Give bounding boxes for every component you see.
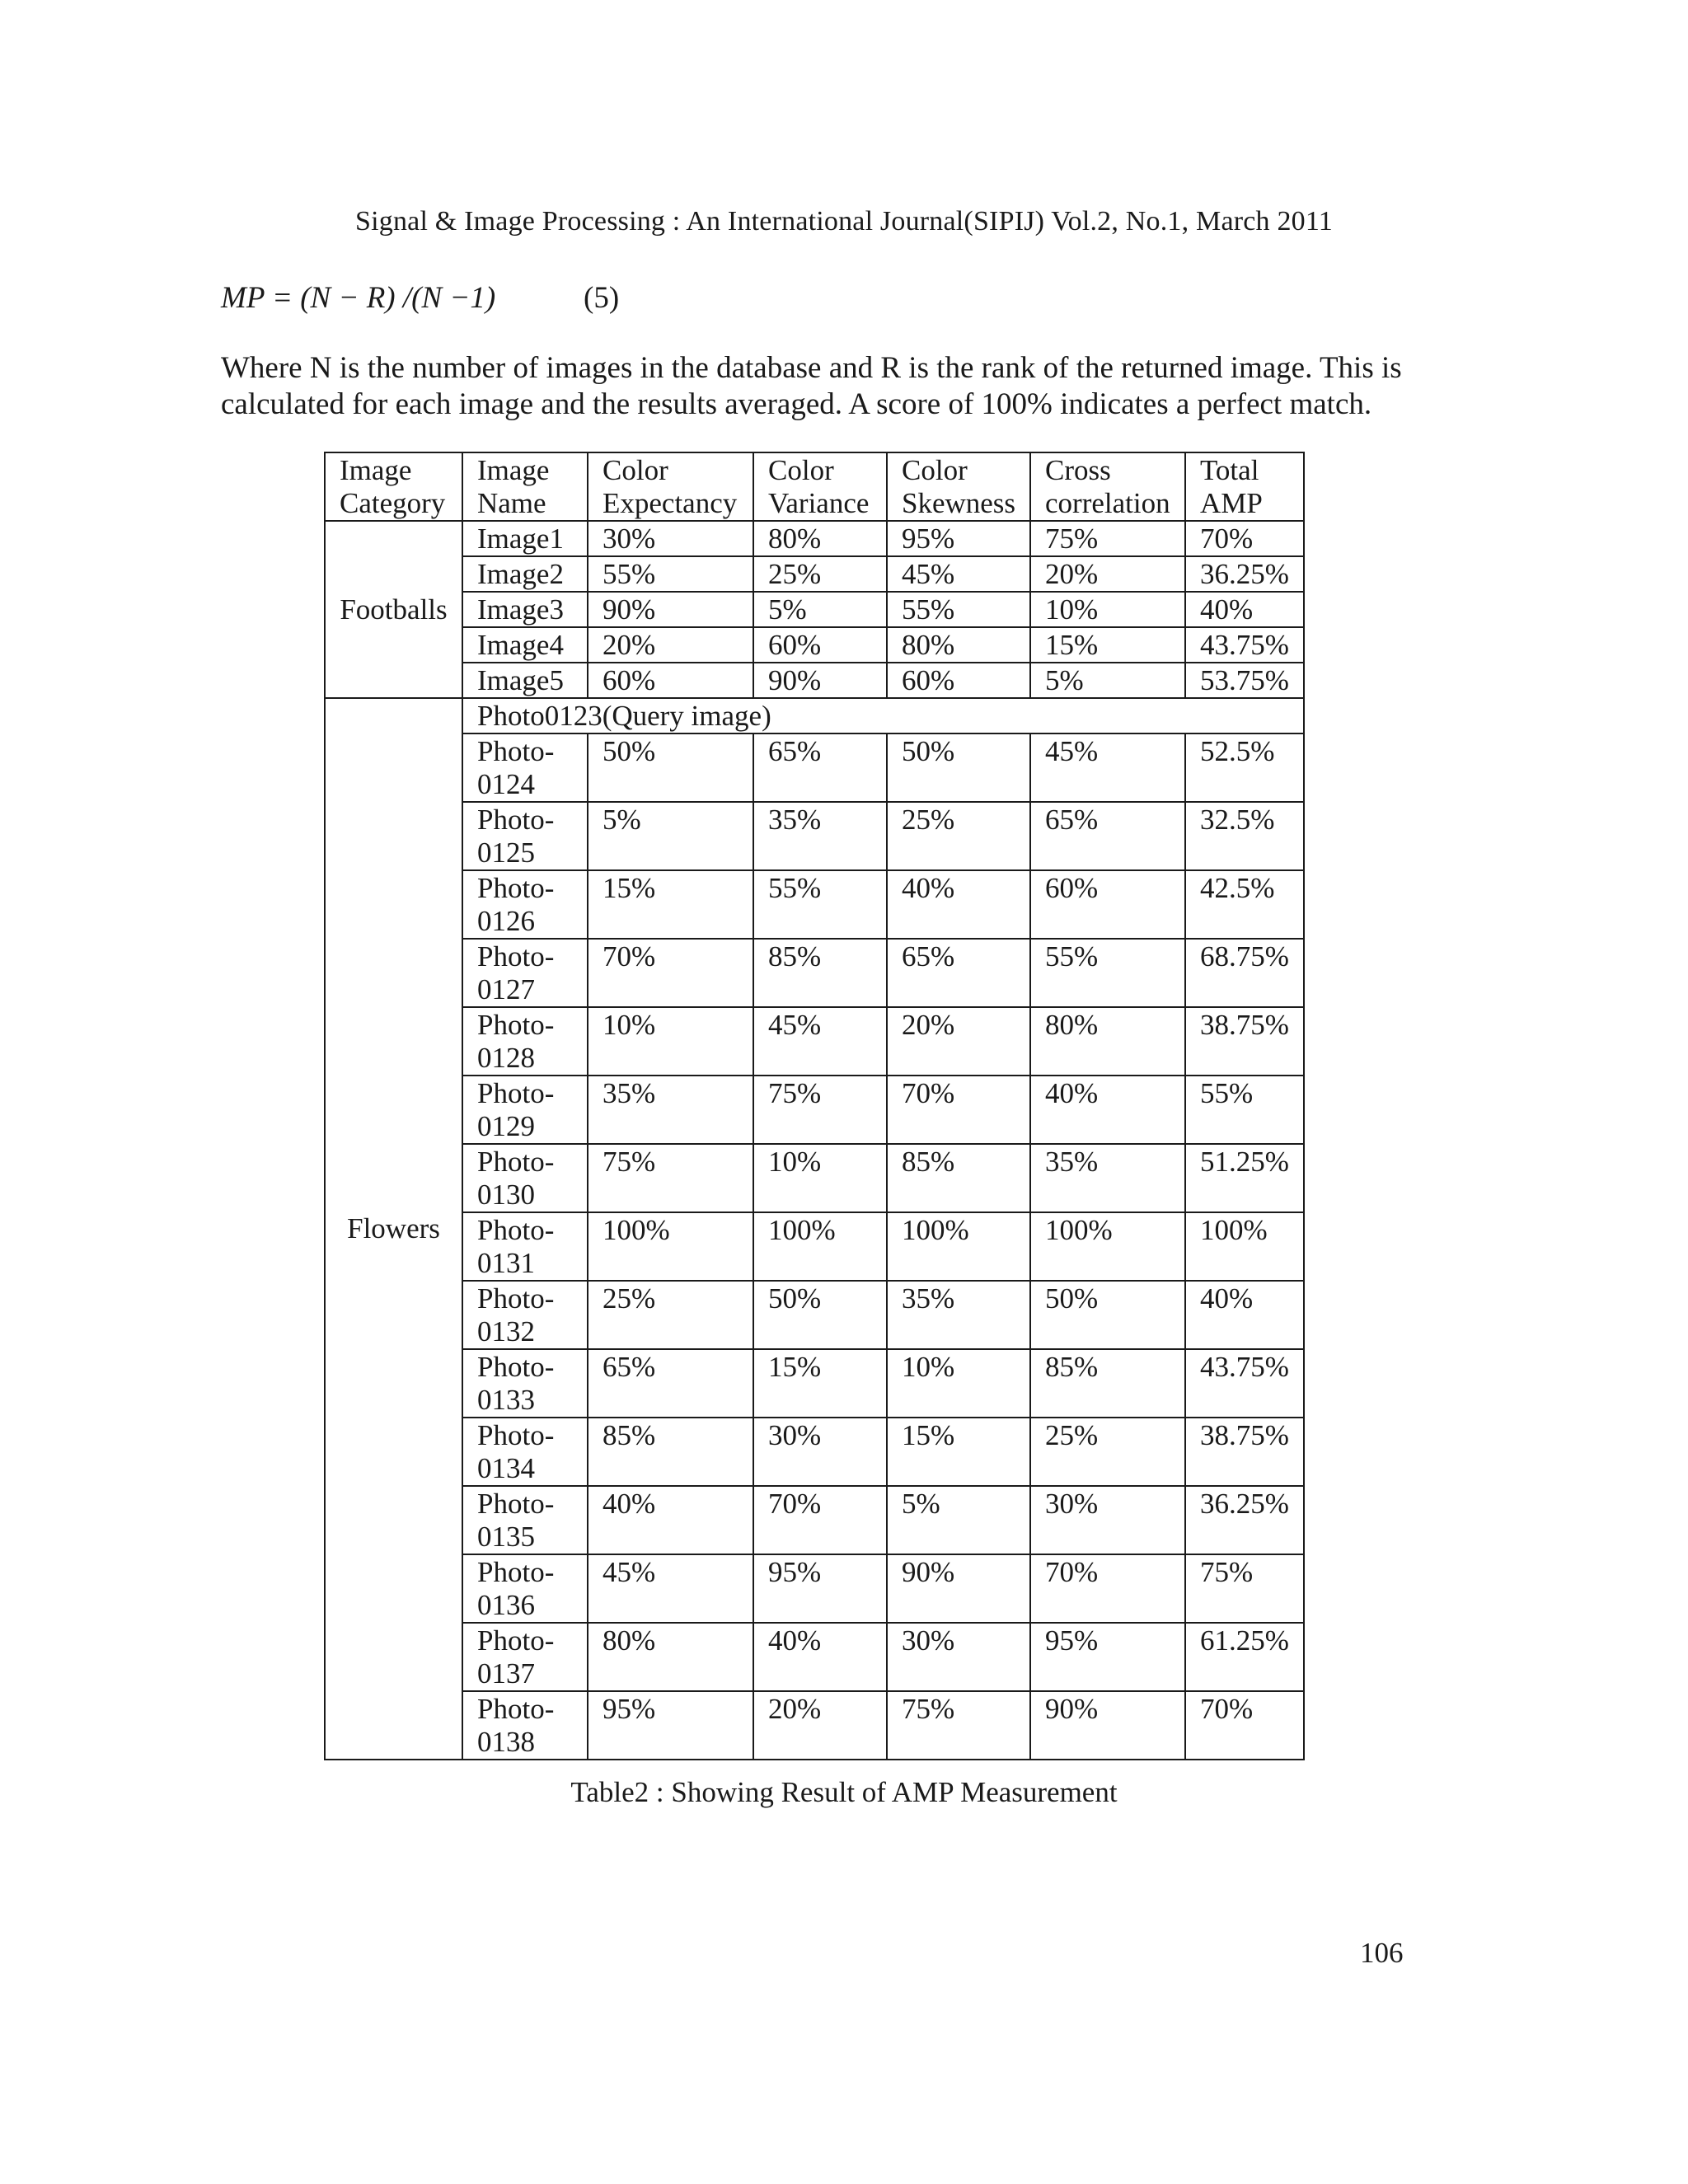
query-image-cell: Photo0123(Query image) xyxy=(462,698,1304,733)
image-name-cell xyxy=(462,733,588,802)
value-cell: 95% xyxy=(588,1691,753,1760)
paragraph-line: Where N is the number of images in the database and R is the rank of the returned image. This is xyxy=(221,351,1402,385)
value-cell: 100% xyxy=(1185,1212,1304,1281)
value-cell: 85% xyxy=(1030,1349,1185,1418)
cell-text: 0126 xyxy=(477,905,535,937)
value-cell: 36.25% xyxy=(1185,1486,1304,1554)
value-cell: 45% xyxy=(753,1007,887,1076)
table-row xyxy=(325,1554,1304,1623)
value-cell: 20% xyxy=(1030,556,1185,592)
table-row xyxy=(325,1486,1304,1554)
cell-text: Image1 xyxy=(477,523,564,555)
value-cell: 75% xyxy=(887,1691,1030,1760)
cell-text: Color xyxy=(768,454,834,486)
image-name-cell xyxy=(462,1486,588,1554)
table-row xyxy=(325,592,1304,627)
value-cell: 35% xyxy=(887,1281,1030,1349)
value-cell: 70% xyxy=(1185,521,1304,556)
value-cell: 42.5% xyxy=(1185,870,1304,939)
value-cell: 20% xyxy=(588,627,753,663)
value-cell: 20% xyxy=(753,1691,887,1760)
column-header xyxy=(1185,452,1304,521)
value-cell: 38.75% xyxy=(1185,1007,1304,1076)
image-name-cell xyxy=(462,627,588,663)
cell-text: Skewness xyxy=(902,487,1016,519)
column-header xyxy=(588,452,753,521)
cell-text: 0129 xyxy=(477,1110,535,1142)
value-cell: 10% xyxy=(588,1007,753,1076)
cell-text: Photo- xyxy=(477,1077,555,1109)
value-cell: 15% xyxy=(1030,627,1185,663)
value-cell: 45% xyxy=(588,1554,753,1623)
cell-text: Photo- xyxy=(477,940,555,972)
cell-text: 0131 xyxy=(477,1247,535,1279)
value-cell: 85% xyxy=(753,939,887,1007)
column-header xyxy=(1030,452,1185,521)
cell-text: 0125 xyxy=(477,837,535,869)
value-cell: 75% xyxy=(588,1144,753,1212)
value-cell: 45% xyxy=(1030,733,1185,802)
table-row xyxy=(325,556,1304,592)
image-name-cell xyxy=(462,1076,588,1144)
cell-text: Photo- xyxy=(477,735,555,767)
value-cell: 15% xyxy=(753,1349,887,1418)
value-cell: 25% xyxy=(1030,1418,1185,1486)
value-cell: 40% xyxy=(1185,1281,1304,1349)
image-name-cell xyxy=(462,1691,588,1760)
value-cell: 52.5% xyxy=(1185,733,1304,802)
value-cell: 20% xyxy=(887,1007,1030,1076)
equation-number: (5) xyxy=(584,281,620,315)
value-cell: 50% xyxy=(753,1281,887,1349)
cell-text: Image2 xyxy=(477,558,564,590)
image-name-cell xyxy=(462,1418,588,1486)
value-cell: 25% xyxy=(887,802,1030,870)
body-paragraph xyxy=(221,350,1424,423)
value-cell: 70% xyxy=(588,939,753,1007)
cell-text: 0130 xyxy=(477,1179,535,1211)
value-cell: 75% xyxy=(1185,1554,1304,1623)
cell-text: 0135 xyxy=(477,1521,535,1553)
value-cell: 65% xyxy=(1030,802,1185,870)
cell-text: 0136 xyxy=(477,1589,535,1621)
cell-text: 0138 xyxy=(477,1726,535,1758)
table-row xyxy=(325,1212,1304,1281)
value-cell: 30% xyxy=(753,1418,887,1486)
cell-text: Photo- xyxy=(477,1693,555,1725)
table-row xyxy=(325,733,1304,802)
image-name-cell xyxy=(462,1623,588,1691)
column-header xyxy=(325,452,462,521)
cell-text: Image3 xyxy=(477,593,564,626)
value-cell: 10% xyxy=(887,1349,1030,1418)
value-cell: 25% xyxy=(753,556,887,592)
image-name-cell xyxy=(462,1144,588,1212)
value-cell: 15% xyxy=(588,870,753,939)
value-cell: 30% xyxy=(1030,1486,1185,1554)
value-cell: 61.25% xyxy=(1185,1623,1304,1691)
table-row xyxy=(325,1349,1304,1418)
value-cell: 45% xyxy=(887,556,1030,592)
cell-text: Category xyxy=(340,487,446,519)
equation-5 xyxy=(221,280,620,316)
cell-text: Expectancy xyxy=(603,487,738,519)
value-cell: 5% xyxy=(1030,663,1185,698)
value-cell: 90% xyxy=(588,592,753,627)
cell-text: Image xyxy=(477,454,550,486)
cell-text: Photo- xyxy=(477,1419,555,1451)
table-row xyxy=(325,1418,1304,1486)
value-cell: 75% xyxy=(1030,521,1185,556)
value-cell: 5% xyxy=(588,802,753,870)
table-row xyxy=(325,1623,1304,1691)
value-cell: 50% xyxy=(887,733,1030,802)
running-header: Signal & Image Processing : An International Journal(SIPIJ) Vol.2, No.1, March 2011 xyxy=(355,206,1333,237)
value-cell: 70% xyxy=(887,1076,1030,1144)
value-cell: 10% xyxy=(1030,592,1185,627)
value-cell: 68.75% xyxy=(1185,939,1304,1007)
cell-text: 0124 xyxy=(477,768,535,800)
table-row xyxy=(325,802,1304,870)
value-cell: 100% xyxy=(753,1212,887,1281)
cell-text: correlation xyxy=(1045,487,1170,519)
image-name-cell xyxy=(462,663,588,698)
value-cell: 40% xyxy=(588,1486,753,1554)
image-name-cell xyxy=(462,1212,588,1281)
value-cell: 65% xyxy=(753,733,887,802)
value-cell: 5% xyxy=(753,592,887,627)
cell-text: Photo- xyxy=(477,1282,555,1315)
cell-text: Color xyxy=(902,454,968,486)
value-cell: 90% xyxy=(887,1554,1030,1623)
value-cell: 51.25% xyxy=(1185,1144,1304,1212)
value-cell: 35% xyxy=(1030,1144,1185,1212)
cell-text: 0133 xyxy=(477,1384,535,1416)
cell-text: Image5 xyxy=(477,664,564,696)
table-row xyxy=(325,870,1304,939)
cell-text: 0137 xyxy=(477,1657,535,1690)
value-cell: 80% xyxy=(588,1623,753,1691)
column-header xyxy=(887,452,1030,521)
value-cell: 65% xyxy=(588,1349,753,1418)
value-cell: 40% xyxy=(1185,592,1304,627)
value-cell: 85% xyxy=(588,1418,753,1486)
table-caption: Table2 : Showing Result of AMP Measurement xyxy=(570,1776,1118,1808)
amp-results-table xyxy=(324,452,1305,1760)
cell-text: Photo- xyxy=(477,1009,555,1041)
cell-text: Image4 xyxy=(477,629,564,661)
value-cell: 65% xyxy=(887,939,1030,1007)
table-row xyxy=(325,521,1304,556)
table-row xyxy=(325,663,1304,698)
cell-text: Photo- xyxy=(477,1556,555,1588)
value-cell: 90% xyxy=(753,663,887,698)
image-name-cell xyxy=(462,556,588,592)
value-cell: 55% xyxy=(588,556,753,592)
image-name-cell xyxy=(462,1007,588,1076)
value-cell: 95% xyxy=(753,1554,887,1623)
table-row xyxy=(325,1144,1304,1212)
table-row xyxy=(325,1281,1304,1349)
value-cell: 100% xyxy=(887,1212,1030,1281)
image-name-cell xyxy=(462,1281,588,1349)
image-name-cell xyxy=(462,870,588,939)
cell-text: Color xyxy=(603,454,668,486)
cell-text: Photo- xyxy=(477,1351,555,1383)
value-cell: 55% xyxy=(753,870,887,939)
value-cell: 70% xyxy=(1030,1554,1185,1623)
query-row xyxy=(325,698,1304,733)
cell-text: 0128 xyxy=(477,1042,535,1074)
cell-text: Photo- xyxy=(477,1146,555,1178)
value-cell: 55% xyxy=(887,592,1030,627)
value-cell: 35% xyxy=(753,802,887,870)
value-cell: 70% xyxy=(753,1486,887,1554)
value-cell: 50% xyxy=(588,733,753,802)
table-row xyxy=(325,1007,1304,1076)
value-cell: 85% xyxy=(887,1144,1030,1212)
image-name-cell xyxy=(462,1554,588,1623)
table-header-row xyxy=(325,452,1304,521)
value-cell: 10% xyxy=(753,1144,887,1212)
column-header xyxy=(462,452,588,521)
equation-expression: MP = (N − R) /(N −1) xyxy=(221,281,496,315)
value-cell: 90% xyxy=(1030,1691,1185,1760)
value-cell: 70% xyxy=(1185,1691,1304,1760)
image-name-cell xyxy=(462,1349,588,1418)
value-cell: 100% xyxy=(1030,1212,1185,1281)
value-cell: 60% xyxy=(1030,870,1185,939)
value-cell: 55% xyxy=(1185,1076,1304,1144)
cell-text: Variance xyxy=(768,487,870,519)
image-name-cell xyxy=(462,521,588,556)
value-cell: 40% xyxy=(1030,1076,1185,1144)
value-cell: 60% xyxy=(887,663,1030,698)
image-name-cell xyxy=(462,802,588,870)
cell-text: Cross xyxy=(1045,454,1111,486)
image-name-cell xyxy=(462,592,588,627)
cell-text: Photo- xyxy=(477,804,555,836)
value-cell: 53.75% xyxy=(1185,663,1304,698)
cell-text: Photo- xyxy=(477,1624,555,1657)
value-cell: 32.5% xyxy=(1185,802,1304,870)
value-cell: 25% xyxy=(588,1281,753,1349)
cell-text: 0134 xyxy=(477,1452,535,1484)
value-cell: 95% xyxy=(887,521,1030,556)
value-cell: 80% xyxy=(887,627,1030,663)
category-cell: Footballs xyxy=(325,521,462,698)
value-cell: 36.25% xyxy=(1185,556,1304,592)
cell-text: Photo- xyxy=(477,1488,555,1520)
table-row xyxy=(325,939,1304,1007)
table-row xyxy=(325,627,1304,663)
value-cell: 43.75% xyxy=(1185,1349,1304,1418)
table-row xyxy=(325,1076,1304,1144)
column-header xyxy=(753,452,887,521)
value-cell: 60% xyxy=(588,663,753,698)
value-cell: 95% xyxy=(1030,1623,1185,1691)
cell-text: Photo- xyxy=(477,1214,555,1246)
value-cell: 5% xyxy=(887,1486,1030,1554)
cell-text: AMP xyxy=(1200,487,1263,519)
cell-text: Image xyxy=(340,454,412,486)
value-cell: 30% xyxy=(887,1623,1030,1691)
cell-text: Name xyxy=(477,487,546,519)
category-cell: Flowers xyxy=(325,698,462,1760)
page-number: 106 xyxy=(1360,1937,1404,1969)
value-cell: 55% xyxy=(1030,939,1185,1007)
value-cell: 100% xyxy=(588,1212,753,1281)
cell-text: Total xyxy=(1200,454,1259,486)
value-cell: 35% xyxy=(588,1076,753,1144)
value-cell: 30% xyxy=(588,521,753,556)
value-cell: 60% xyxy=(753,627,887,663)
value-cell: 40% xyxy=(753,1623,887,1691)
value-cell: 40% xyxy=(887,870,1030,939)
cell-text: Photo- xyxy=(477,872,555,904)
cell-text: 0132 xyxy=(477,1315,535,1347)
value-cell: 75% xyxy=(753,1076,887,1144)
value-cell: 50% xyxy=(1030,1281,1185,1349)
paragraph-line: calculated for each image and the results averaged. A score of 100% indicates a perfect match. xyxy=(221,387,1372,421)
value-cell: 80% xyxy=(753,521,887,556)
value-cell: 38.75% xyxy=(1185,1418,1304,1486)
value-cell: 43.75% xyxy=(1185,627,1304,663)
table-row xyxy=(325,1691,1304,1760)
value-cell: 15% xyxy=(887,1418,1030,1486)
value-cell: 80% xyxy=(1030,1007,1185,1076)
image-name-cell xyxy=(462,939,588,1007)
cell-text: 0127 xyxy=(477,973,535,1005)
